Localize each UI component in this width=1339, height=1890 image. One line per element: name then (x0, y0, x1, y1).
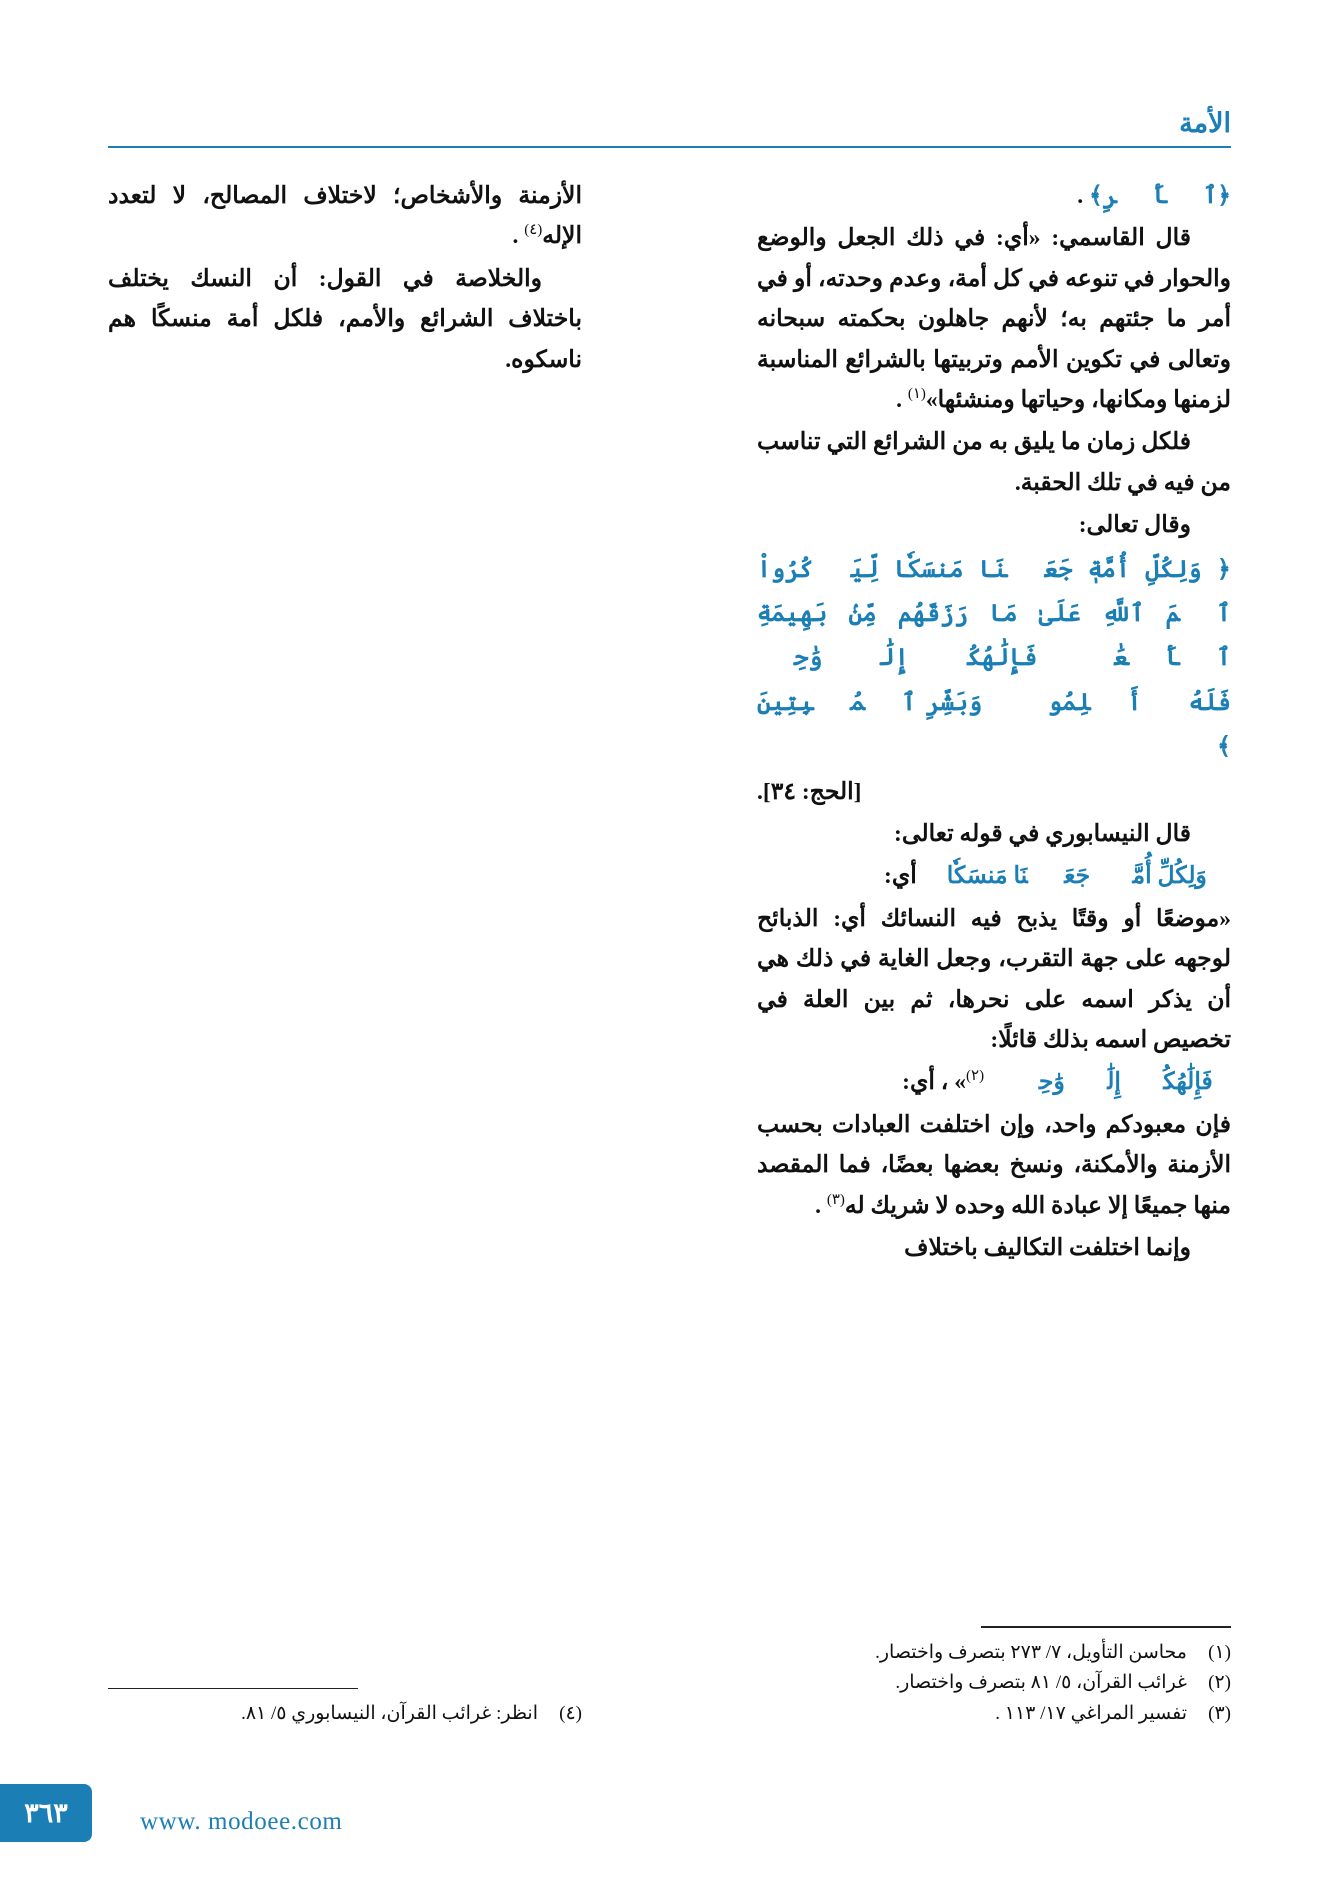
footnote-number: (١) (1208, 1641, 1231, 1663)
footnote-marker: (٢) (966, 1068, 985, 1085)
paragraph-text: قال القاسمي: «أي: في ذلك الجعل والوضع والحوار في تنوعه في كل أمة، وعدم وحدته، أو في أمر ما جئتهم به؛ لأنهم جاهلون بحكمته سبحانه وتعالى في تكوين الأمم وتربيتها بالشرائع المناسبة لزمنها ومكانها، وحياتها ومنشئها» (757, 225, 1231, 414)
paragraph (757, 1228, 1231, 1268)
paragraph-text: » ، أي: (902, 1069, 967, 1096)
quran-inline: ﴿فَإِلَٰهُكُمۡ إِلَٰهٞ وَٰحِدٞ﴾ (984, 1069, 1231, 1096)
paragraph (757, 899, 1231, 1061)
paragraph (757, 422, 1231, 503)
paragraph-text: الأزمنة والأشخاص؛ لاختلاف المصالح، لا لتعدد الإله (108, 183, 582, 250)
footnote-text: انظر: غرائب القرآن، النيسابوري ٥/ ٨١. (241, 1703, 538, 1725)
paragraph-text: . (1077, 183, 1090, 209)
footnotes-right (757, 1626, 1231, 1730)
footnote-divider (108, 1688, 358, 1690)
text-column-left (108, 176, 582, 382)
footnote-item (757, 1699, 1231, 1730)
footnote-item (757, 1638, 1231, 1669)
footnote-item (108, 1699, 582, 1730)
page-header (108, 108, 1231, 152)
footnote-divider (981, 1626, 1231, 1628)
paragraph (757, 1062, 1231, 1102)
paragraph-text: والخلاصة في القول: أن النسك يختلف باختلاف الشرائع والأمم، فلكل أمة منسكًا هم ناسكوه. (108, 265, 582, 373)
footnote-number: (٣) (1208, 1703, 1231, 1725)
verse-reference: [الحج: ٣٤]. (757, 778, 862, 805)
paragraph (757, 218, 1231, 420)
page-title: الأمة (1179, 108, 1231, 138)
footnote-item (757, 1668, 1231, 1699)
footnote-marker: (١) (907, 386, 926, 403)
paragraph-tail: . (512, 223, 525, 250)
site-url[interactable]: www. modoee.com (140, 1808, 343, 1835)
paragraph-tail: . (815, 1192, 827, 1219)
paragraph (757, 176, 1231, 216)
footnote-text: تفسير المراغي ١٧/ ١١٣ . (995, 1703, 1187, 1725)
paragraph (757, 856, 1231, 896)
quran-inline: ﴿ وَلِكُلِّ أُمَّةٖ جَعَلۡنَا مَنسَكٗا ﴾ (922, 863, 1231, 890)
footnote-text: غرائب القرآن، ٥/ ٨١ بتصرف واختصار. (895, 1672, 1187, 1694)
footnotes-left (108, 1688, 582, 1730)
footnote-number: (٢) (1208, 1672, 1231, 1694)
text-column-right (757, 176, 1231, 1270)
paragraph-text: وقال تعالى: (1078, 512, 1191, 539)
paragraph-text: قال النيسابوري في قوله تعالى: (894, 821, 1191, 848)
footnote-text: محاسن التأويل، ٧/ ٢٧٣ بتصرف واختصار. (875, 1641, 1187, 1663)
paragraph-text: فإن معبودكم واحد، وإن اختلفت العبادات بحسب الأزمنة والأمكنة، ونسخ بعضها بعضًا، فما المقصد منها جميعًا إلا عبادة الله وحده لا شريك له (757, 1111, 1231, 1219)
paragraph (108, 176, 582, 257)
quran-verse-block: ﴿ وَلِكُلِّ أُمَّةٖ جَعَلۡنَا مَنسَكٗا لِّيَذۡكُرُواْ ٱسۡمَ ٱللَّهِ عَلَىٰ مَا رَزَقَهُم مِّنۢ بَهِيمَةِ ٱلۡأَنۡعَٰمِۗ فَإِلَٰهُكُمۡ إِلَٰهٞ وَٰحِدٞ فَلَهُۥٓ أَسۡلِمُواْۗ وَبَشِّرِ ٱلۡمُخۡبِتِينَ ﴾ (757, 556, 1231, 761)
paragraph (757, 1105, 1231, 1226)
header-divider (108, 146, 1231, 148)
paragraph (757, 814, 1231, 854)
paragraph-text: فلكل زمان ما يليق به من الشرائع التي تناسب من فيه في تلك الحقبة. (757, 429, 1231, 496)
paragraph-text: أي: (884, 863, 923, 890)
footnote-number: (٤) (559, 1703, 582, 1725)
paragraph (757, 505, 1231, 545)
quran-inline: ﴿ٱلۡأَمۡرِ﴾ (1089, 183, 1231, 209)
paragraph-text: «موضعًا أو وقتًا يذبح فيه النسائك أي: الذبائح لوجهه على جهة التقرب، وجعل الغاية في ذلك هي أن يذكر اسمه على نحرها، ثم بين العلة في تخصيص اسمه بذلك قائلًا: (757, 905, 1231, 1054)
footnote-marker: (٣) (826, 1191, 845, 1208)
paragraph-text: وإنما اختلفت التكاليف باختلاف (904, 1235, 1191, 1262)
paragraph (108, 259, 582, 380)
footnote-marker: (٤) (524, 222, 543, 239)
page-number-badge: ٣٦٣ (0, 1784, 92, 1842)
paragraph-tail: . (896, 387, 908, 414)
